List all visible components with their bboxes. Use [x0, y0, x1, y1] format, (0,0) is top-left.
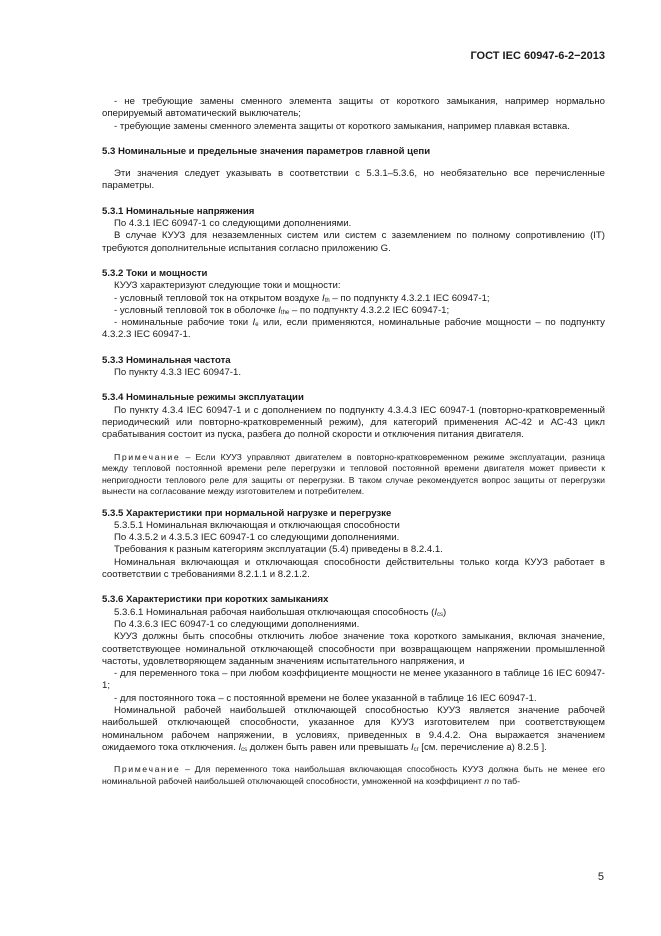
section-5-3-text: Эти значения следует указывать в соответствии с 5.3.1–5.3.6, но необязательно все перечисленные параметры. [102, 168, 605, 192]
section-5-3-5-paragraph-2: По 4.3.5.2 и 4.3.5.3 IEC 60947-1 со следующими дополнениями. [114, 532, 400, 544]
section-5-3-1-paragraph-1: По 4.3.1 IEC 60947-1 со следующими дополнениями. [114, 218, 352, 230]
intro-list-item-1: - не требующие замены сменного элемента защиты от короткого замыкания, например нормально оперируемый автоматический выключатель; [102, 96, 605, 120]
section-5-3-6-paragraph-4: - для переменного тока – при любом коэффициенте мощности не менее указанного в таблице 16 IEC 60947-1; [102, 668, 605, 692]
section-5-3-2-item-3: - номинальные рабочие токи $I_e$ или, если применяются, номинальные рабочие мощности – по подпункту 4.3.2.3 IEC 60947-1. [102, 317, 605, 341]
section-5-3-6-paragraph-2: По 4.3.6.3 IEC 60947-1 со следующими дополнениями. [114, 618, 360, 630]
section-5-3-1-paragraph-2: В случае КУУЗ для незаземленных систем или систем с заземлением по полному сопротивлению (IT) требуются дополнительные испытания согласно приложению G. [102, 230, 605, 254]
section-5-3-4-note: Примечание – Если КУУЗ управляют двигателем в повторно-кратковременном режиме эксплуатации, разница между тепловой постоянной времени реле перегрузки и тепловой постоянной времени двигателя может привести к непригодности теплового реле для защиты от перегрузки. В таком случае рекомендуется вопрос защиты от перегрузки вынести на согласование между изготовителем и потребителем. [102, 451, 605, 497]
section-5-3-6-paragraph-6: Номинальной рабочей наибольшей отключающей способностью КУУЗ является значение рабочей наибольшей отключающей способности, указанное для КУУЗ изготовителем при соответствующем номинальном рабочем напряжении, в условиях, приведенных в 9.4.4.2. Она выражается значением ожидаемого тока отключения. $I_{cs}$ должен быть равен или превышать $I_{cr}$ [см. перечисление a) 8.2.5 ]. [102, 704, 605, 753]
section-5-3-6-paragraph-1: 5.3.6.1 Номинальная рабочая наибольшая отключающая способность $(I_{cs})$ [114, 606, 447, 618]
section-5-3-5-heading: 5.3.5 Характеристики при нормальной нагрузке и перегрузке [102, 507, 392, 519]
section-5-3-6-heading: 5.3.6 Характеристики при коротких замыканиях [102, 594, 329, 606]
section-5-3-2-item-1: - условный тепловой ток на открытом воздухе $I_{th}$ – по подпункту 4.3.2.1 IEC 60947-1; [114, 292, 490, 304]
section-5-3-2-heading: 5.3.2 Токи и мощности [102, 267, 208, 279]
section-5-3-4-paragraph-1: По пункту 4.3.4 IEC 60947-1 и с дополнением по подпункту 4.3.4.3 IEC 60947-1 (повторно-кратковременный периодический или повторно-кратковременный режим), для категорий применения АС-42 и АС-43 цикл срабатывания состоит из пуска, разбега до полной скорости и отключения питания двигателя. [102, 404, 605, 441]
section-5-3-5-paragraph-1: 5.3.5.1 Номинальная включающая и отключающая способности [114, 519, 400, 531]
section-5-3-3-heading: 5.3.3 Номинальная частота [102, 354, 231, 366]
section-5-3-5-paragraph-4: Номинальная включающая и отключающая способности действительны только когда КУУЗ работает в соответствии с требованиями 8.2.1.1 и 8.2.1.2. [102, 556, 605, 581]
section-5-3-6-note: Примечание – Для переменного тока наибольшая включающая способность КУУЗ должна быть не менее его номинальной рабочей наибольшей отключающей способности, умноженной на коэффициент n по таб- [102, 764, 605, 786]
section-5-3-heading: 5.3 Номинальные и предельные значения параметров главной цепи [102, 145, 431, 157]
section-5-3-1-heading: 5.3.1 Номинальные напряжения [102, 205, 255, 217]
section-5-3-6-paragraph-5: - для постоянного тока – с постоянной времени не более указанной в таблице 16 IEC 60947-1. [114, 692, 537, 704]
page-number: 5 [597, 871, 604, 883]
page-content [102, 96, 605, 787]
intro-list-item-2: - требующие замены сменного элемента защиты от короткого замыкания, например плавкая вставка. [114, 120, 570, 132]
section-5-3-2-item-2: - условный тепловой ток в оболочке $I_{the}$ – по подпункту 4.3.2.2 IEC 60947-1; [114, 304, 450, 316]
section-5-3-6-paragraph-3: КУУЗ должны быть способны отключить любое значение тока короткого замыкания, включая значение, соответствующее номинальной отключающей способности при возвращающем напряжении промышленной частоты, удовлетворяющем заданным значениям испытательного напряжения, и [102, 631, 605, 667]
section-5-3-3-paragraph-1: По пункту 4.3.3 IEC 60947-1. [114, 367, 241, 379]
section-5-3-2-paragraph-1: КУУЗ характеризуют следующие токи и мощности: [114, 280, 341, 292]
document-standard-code: ГОСТ IEC 60947-6-2−2013 [470, 50, 605, 62]
section-5-3-5-paragraph-3: Требования к разным категориям эксплуатации (5.4) приведены в 8.2.4.1. [114, 544, 443, 556]
section-5-3-4-heading: 5.3.4 Номинальные режимы эксплуатации [102, 392, 304, 404]
